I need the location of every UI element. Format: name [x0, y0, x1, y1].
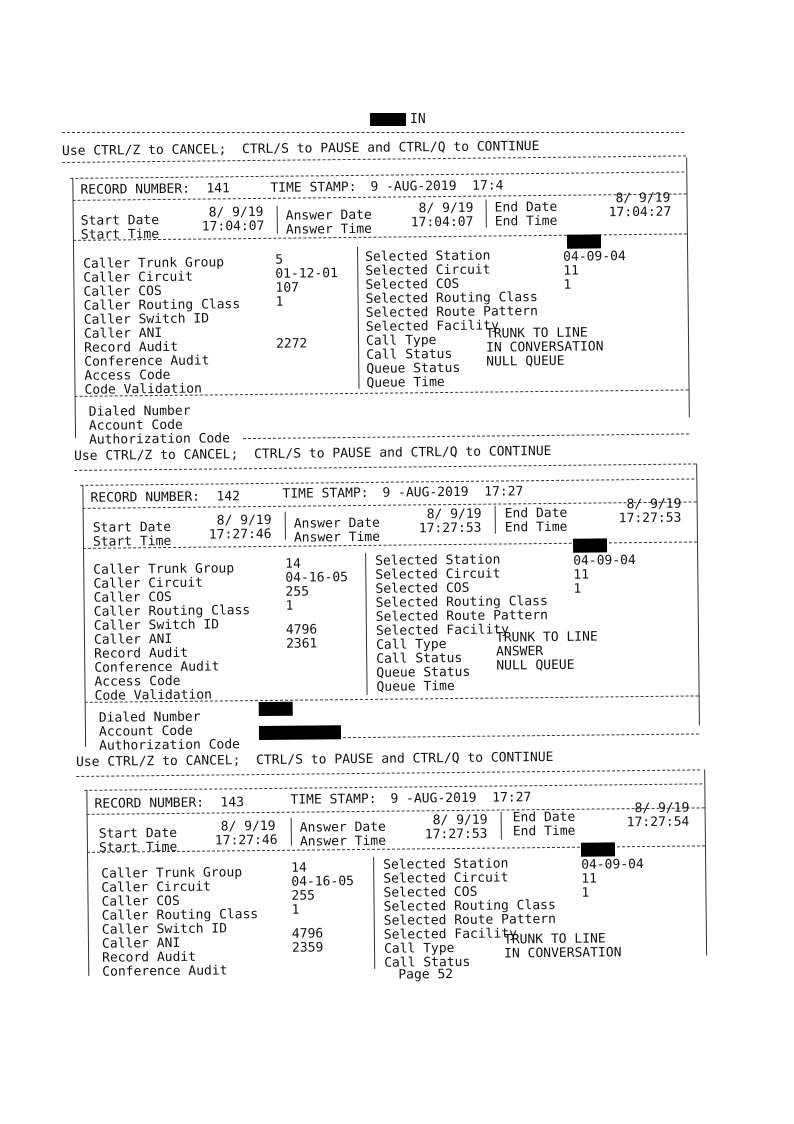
- selected-circuit-value: 04-09-04: [573, 553, 636, 569]
- selected-facility-label: Selected Facility: [365, 318, 500, 335]
- caller-cos-value: 255: [291, 888, 316, 904]
- caller-ani-label: Caller ANI: [93, 631, 173, 648]
- call-status-label: Call Status: [366, 346, 453, 363]
- answer-date-value: 8/ 9/19: [426, 506, 482, 523]
- answer-time-value: 17:04:07: [410, 214, 474, 231]
- caller-routing-class-label: Caller Routing Class: [93, 603, 251, 620]
- account-code-label: Account Code: [98, 723, 193, 740]
- code-validation-label: Code Validation: [94, 687, 213, 704]
- caller-trunk-group-label: Caller Trunk Group: [101, 865, 243, 882]
- record-audit-label: Record Audit: [83, 339, 179, 356]
- start-date-label: Start Date: [80, 212, 160, 229]
- selected-circuit-label: Selected Circuit: [375, 566, 501, 583]
- dialed-number-label: Dialed Number: [88, 403, 191, 420]
- caller-trunk-group-value: 14: [291, 860, 307, 876]
- selected-circuit-value: 04-09-04: [581, 857, 644, 873]
- selected-cos-label: Selected COS: [383, 884, 478, 901]
- selected-station-label: Selected Station: [365, 248, 491, 265]
- start-date-label: Start Date: [98, 825, 178, 842]
- call-status-label: Call Status: [376, 650, 463, 667]
- caller-circuit-label: Caller Circuit: [93, 575, 204, 592]
- dialed-number-label: Dialed Number: [98, 709, 201, 726]
- caller-cos-label: Caller COS: [101, 893, 180, 910]
- caller-trunk-group-label: Caller Trunk Group: [83, 255, 225, 272]
- selected-facility-label: Selected Facility: [383, 926, 518, 943]
- end-time-label: End Time: [504, 519, 568, 536]
- start-time-value: 17:04:07: [201, 218, 265, 235]
- answer-date-value: 8/ 9/19: [432, 812, 488, 829]
- cancel-instruction: Use CTRL/Z to CANCEL; CTRL/S to PAUSE and CTRL/Q to CONTINUE: [73, 443, 552, 464]
- caller-ani-label: Caller ANI: [101, 935, 181, 952]
- answer-time-label: Answer Time: [285, 221, 373, 238]
- answer-date-label: Answer Date: [293, 515, 380, 532]
- start-time-label: Start Time: [92, 533, 172, 550]
- border-left: [86, 790, 89, 976]
- record-number-label: RECORD NUMBER:: [80, 181, 191, 198]
- call-status-label: Call Status: [384, 954, 471, 971]
- selected-route-pattern-label: Selected Route Pattern: [375, 608, 549, 625]
- call-type-label: Call Type: [383, 941, 455, 957]
- divider: [84, 783, 702, 790]
- time-stamp-value: 9 -AUG-2019 17:27: [382, 484, 524, 501]
- record-number-label: RECORD NUMBER:: [90, 489, 201, 506]
- queue-status-label: Queue Status: [376, 664, 471, 681]
- start-date-value: 8/ 9/19: [216, 512, 272, 529]
- caller-circuit-label: Caller Circuit: [101, 879, 212, 896]
- call-type-label: Call Type: [375, 637, 447, 653]
- conference-audit-label: Conference Audit: [102, 963, 228, 980]
- caller-routing-class-value: 1: [275, 294, 284, 310]
- end-time-value: 17:27:54: [626, 814, 690, 831]
- end-time-label: End Time: [494, 213, 558, 230]
- answer-time-value: 17:27:53: [424, 826, 488, 843]
- call-status-value: IN CONVERSATION: [504, 945, 622, 962]
- selected-cos-label: Selected COS: [365, 276, 460, 293]
- selected-route-pattern-label: Selected Route Pattern: [383, 911, 557, 929]
- start-date-label: Start Date: [92, 519, 172, 536]
- start-date-value: 8/ 9/19: [220, 818, 276, 835]
- selected-station-label: Selected Station: [375, 552, 501, 569]
- start-time-value: 17:27:46: [208, 526, 272, 543]
- conference-audit-label: Conference Audit: [84, 353, 210, 370]
- selected-routing-class-label: Selected Routing Class: [365, 290, 538, 307]
- call-type-value: TRUNK TO LINE: [503, 931, 606, 948]
- record-number-value: 143: [220, 795, 245, 811]
- answer-time-value: 17:27:53: [418, 520, 482, 537]
- record-audit-value: 2272: [275, 336, 308, 352]
- time-stamp-label: TIME STAMP:: [282, 485, 369, 502]
- access-code-label: Access Code: [84, 367, 171, 384]
- end-date-label: End Date: [504, 505, 568, 522]
- selected-routing-class-value: 1: [581, 885, 590, 901]
- answer-time-label: Answer Time: [293, 529, 381, 546]
- selected-cos-value: 11: [573, 567, 590, 583]
- record-number-label: RECORD NUMBER:: [94, 795, 205, 812]
- time-stamp-label: TIME STAMP:: [270, 179, 357, 196]
- caller-trunk-group-label: Caller Trunk Group: [93, 561, 235, 578]
- redaction-block: [581, 842, 615, 856]
- page-number: Page 52: [398, 967, 454, 983]
- record-audit-label: Record Audit: [102, 949, 197, 966]
- access-code-label: Access Code: [94, 673, 181, 690]
- queue-status-label: Queue Status: [366, 360, 461, 377]
- time-stamp-value: 9 -AUG-2019 17:27: [390, 790, 532, 807]
- caller-switch-id-label: Caller Switch ID: [83, 311, 210, 328]
- caller-cos-value: 107: [275, 280, 300, 296]
- record-audit-value: 2361: [285, 636, 318, 652]
- call-type-value: TRUNK TO LINE: [485, 325, 588, 342]
- answer-time-label: Answer Time: [299, 833, 387, 850]
- caller-routing-class-label: Caller Routing Class: [83, 297, 241, 314]
- authorization-code-label: Authorization Code: [99, 737, 241, 754]
- caller-trunk-group-value: 14: [285, 556, 301, 572]
- call-type-value: TRUNK TO LINE: [495, 629, 598, 646]
- cancel-instruction: Use CTRL/Z to CANCEL; CTRL/S to PAUSE and CTRL/Q to CONTINUE: [61, 139, 540, 159]
- queue-status-value: NULL QUEUE: [496, 657, 575, 674]
- caller-ani-label: Caller ANI: [83, 325, 163, 342]
- account-code-label: Account Code: [88, 417, 183, 434]
- queue-status-value: NULL QUEUE: [486, 353, 565, 370]
- selected-circuit-label: Selected Circuit: [365, 262, 491, 279]
- selected-routing-class-value: 1: [563, 277, 572, 293]
- end-time-value: 17:04:27: [608, 204, 672, 221]
- call-status-value: IN CONVERSATION: [486, 339, 604, 356]
- caller-switch-id-label: Caller Switch ID: [101, 921, 228, 938]
- separator: [501, 812, 502, 840]
- call-type-label: Call Type: [365, 333, 437, 349]
- selected-cos-value: 11: [563, 263, 580, 279]
- answer-date-value: 8/ 9/19: [418, 200, 474, 217]
- time-stamp-label: TIME STAMP:: [290, 791, 377, 808]
- start-time-label: Start Time: [98, 839, 178, 856]
- answer-date-label: Answer Date: [285, 207, 372, 224]
- separator: [373, 857, 375, 969]
- caller-cos-label: Caller COS: [93, 589, 172, 606]
- selected-cos-label: Selected COS: [375, 580, 470, 597]
- selected-facility-label: Selected Facility: [375, 622, 510, 639]
- time-stamp-value: 9 -AUG-2019 17:4: [370, 178, 504, 195]
- queue-time-label: Queue Time: [376, 679, 455, 695]
- caller-circuit-value: 04-16-05: [291, 874, 355, 890]
- caller-cos-label: Caller COS: [83, 283, 162, 300]
- end-date-label: End Date: [494, 199, 558, 216]
- caller-routing-class-value: 1: [285, 598, 294, 614]
- authorization-code-label: Authorization Code: [88, 431, 231, 448]
- answer-date-label: Answer Date: [299, 819, 386, 836]
- separator: [291, 818, 292, 846]
- caller-trunk-group-value: 5: [275, 252, 284, 268]
- selected-route-pattern-label: Selected Route Pattern: [365, 304, 538, 321]
- caller-routing-class-value: 1: [291, 902, 300, 918]
- caller-circuit-value: 04-16-05: [285, 570, 349, 586]
- end-time-label: End Time: [512, 823, 576, 840]
- caller-cos-value: 255: [285, 584, 310, 600]
- start-time-value: 17:27:46: [214, 832, 278, 849]
- selected-circuit-label: Selected Circuit: [383, 870, 509, 887]
- caller-switch-id-label: Caller Switch ID: [93, 617, 220, 634]
- call-status-value: ANSWER: [496, 644, 544, 660]
- selected-routing-class-label: Selected Routing Class: [383, 897, 556, 915]
- border-right: [704, 769, 707, 955]
- selected-station-label: Selected Station: [383, 856, 509, 873]
- end-date-value: 8/ 9/19: [615, 190, 671, 207]
- conference-audit-label: Conference Audit: [94, 659, 220, 676]
- header-label: IN: [410, 112, 426, 127]
- cancel-instruction: Use CTRL/Z to CANCEL; CTRL/S to PAUSE and CTRL/Q to CONTINUE: [75, 749, 554, 770]
- selected-routing-class-label: Selected Routing Class: [375, 594, 548, 611]
- end-date-label: End Date: [512, 809, 576, 826]
- caller-routing-class-label: Caller Routing Class: [101, 907, 259, 924]
- start-date-value: 8/ 9/19: [208, 204, 264, 221]
- record-audit-value: 2359: [291, 940, 324, 956]
- code-validation-label: Code Validation: [84, 381, 202, 398]
- selected-circuit-value: 04-09-04: [563, 249, 626, 265]
- end-time-value: 17:27:53: [618, 510, 682, 527]
- divider: [76, 769, 700, 777]
- caller-ani-value: 4796: [285, 622, 318, 638]
- caller-circuit-label: Caller Circuit: [83, 269, 193, 286]
- record-number-value: 141: [206, 181, 230, 197]
- queue-time-label: Queue Time: [366, 375, 445, 391]
- record-number-value: 142: [216, 489, 241, 505]
- start-time-label: Start Time: [80, 226, 160, 243]
- end-date-value: 8/ 9/19: [626, 496, 682, 513]
- end-date-value: 8/ 9/19: [634, 800, 690, 817]
- caller-ani-value: 4796: [291, 926, 324, 942]
- caller-circuit-value: 01-12-01: [275, 266, 339, 282]
- record-audit-label: Record Audit: [94, 645, 189, 662]
- selected-cos-value: 11: [581, 871, 598, 887]
- selected-routing-class-value: 1: [573, 581, 582, 597]
